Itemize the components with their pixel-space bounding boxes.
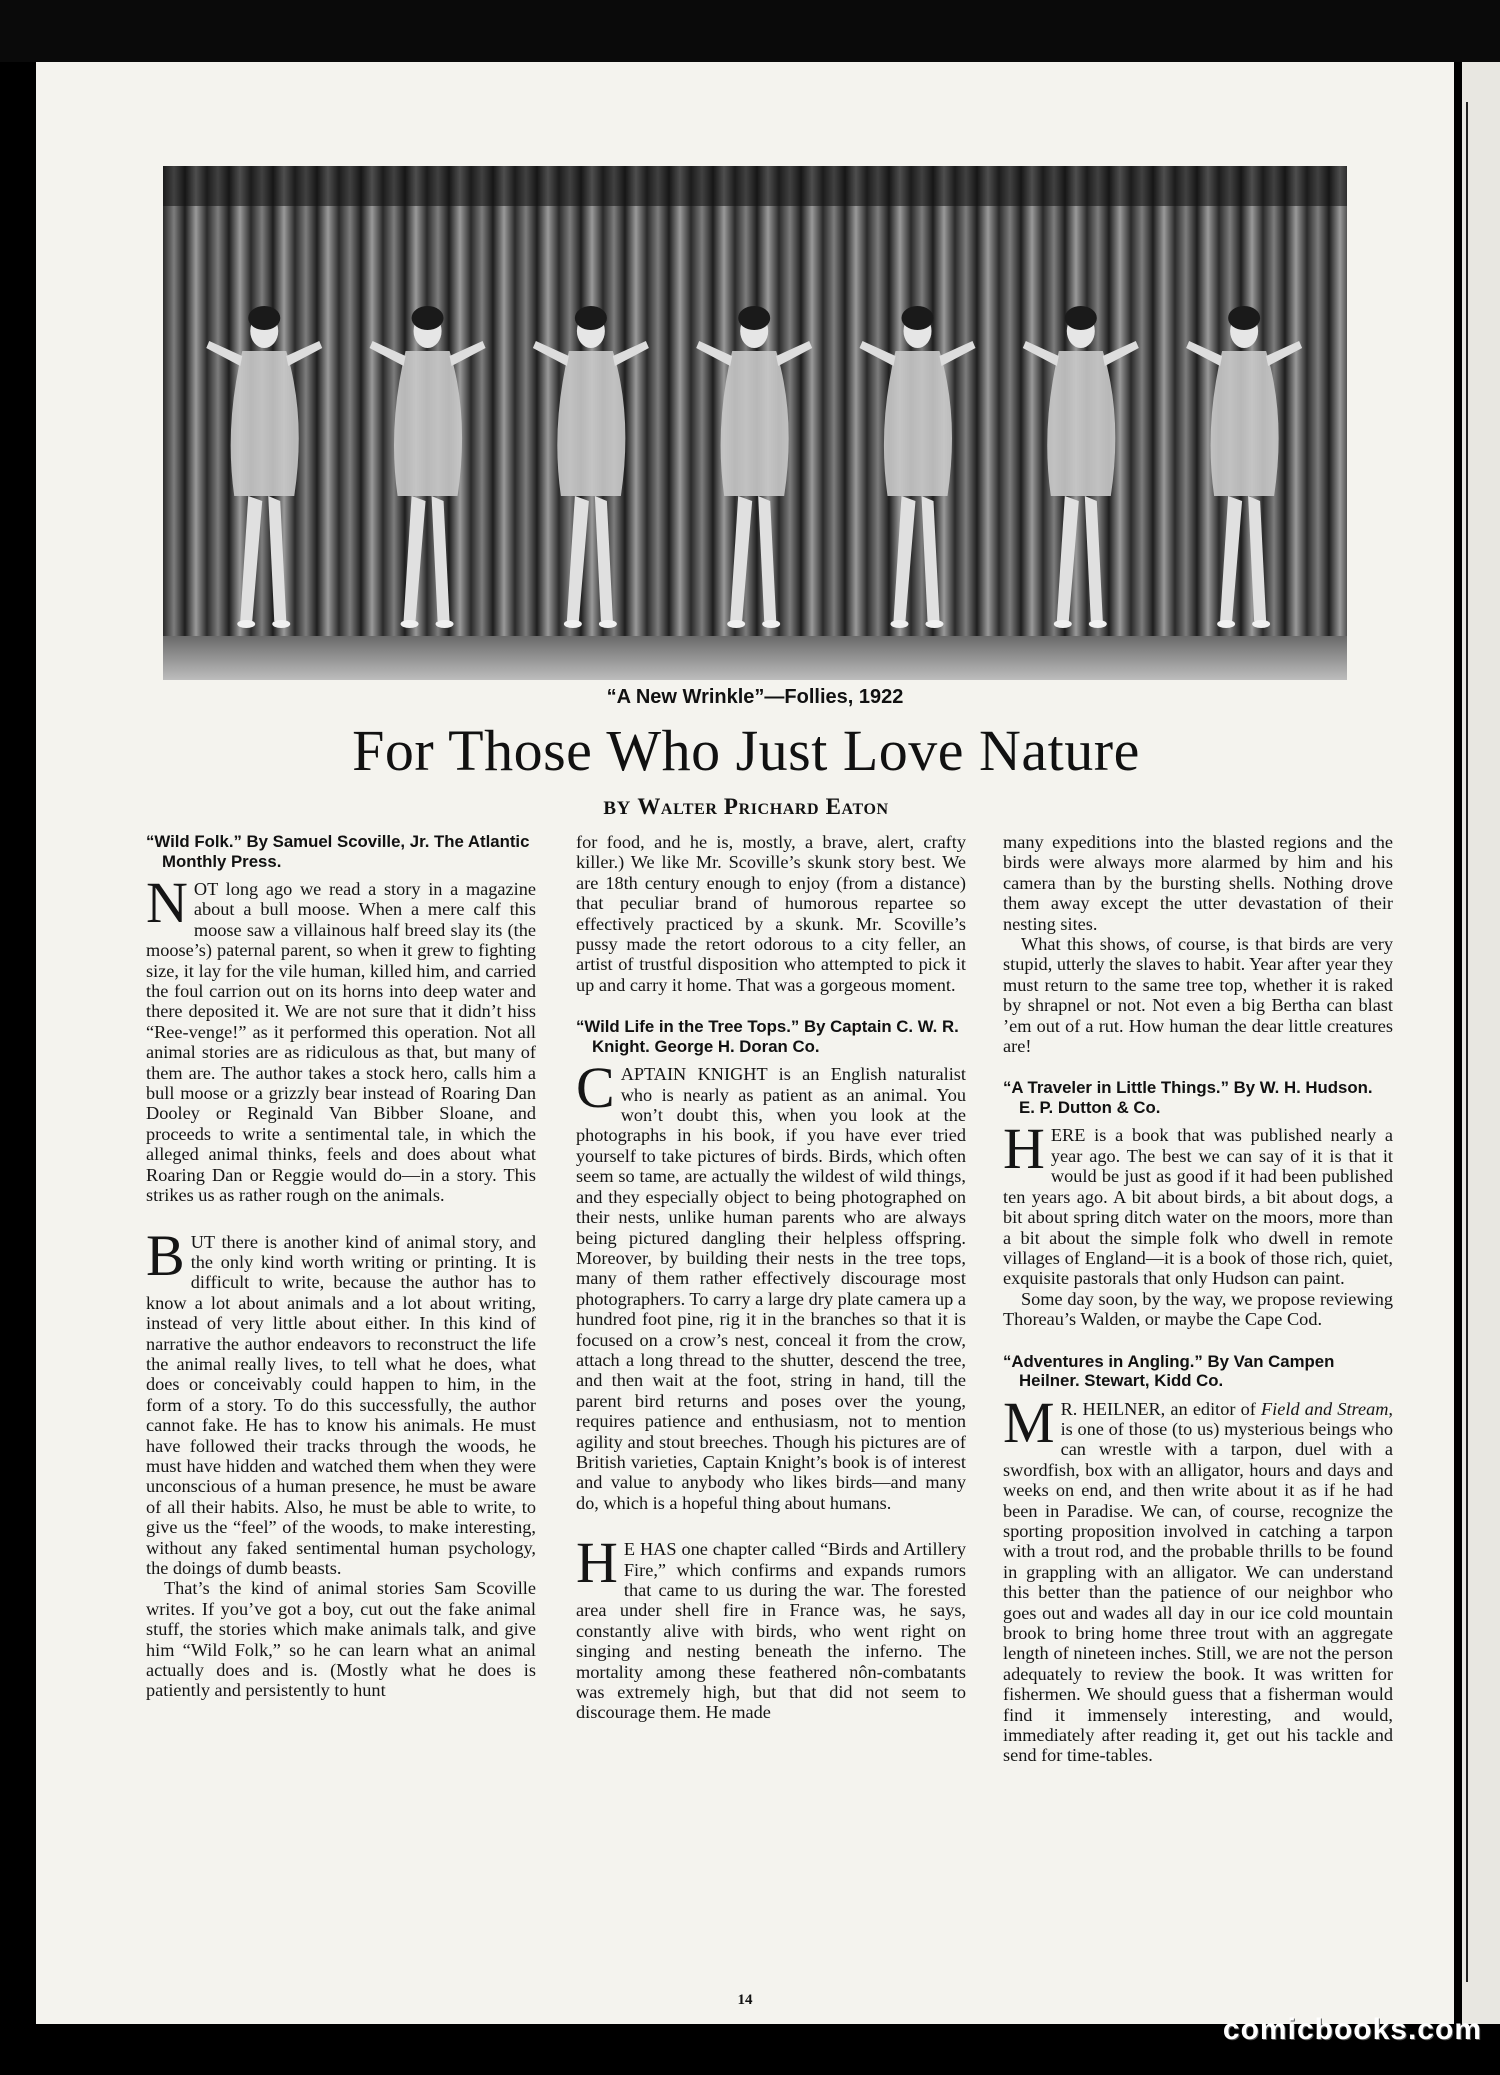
author-name: Walter Prichard Eaton	[637, 794, 889, 819]
paragraph-text: is one of those (to us) mysterious beings who can wrestle with a tarpon, duel with a swordfish, box with an alligator, hours and days and weeks on end, and then write about it as if he had been in Paradise. We can, of course, recognize the sporting proposition involved in catching a tarpon with a trout rod, and the probable thrills to be found in grappling with an alligator. We can understand this better than the patience of our neighbor who goes out and wades all day in our ice cold mountain brook to bring home three trout with an aggregate length of nineteen inches. Still, we are not the person adequately to review the book. It was written for fishermen. We should guess that a fisherman would find it immensely interesting, and would, immediately after reading it, get out his tackle and send for time-tables.	[1003, 1418, 1393, 1766]
text-column-1	[146, 832, 536, 1701]
paragraph	[576, 1055, 966, 1513]
article-title: For Those Who Just Love Nature	[352, 718, 1140, 783]
review-heading-tree-tops: “Wild Life in the Tree Tops.” By Captain C. W. R. Knight. George H. Doran Co.	[576, 1017, 959, 1056]
paragraph-text: UT there is another kind of animal story, and the only kind worth writing or printing. It is difficult to write, because the author has to know a lot about animals and a lot about writing, instead of very little about either. In this kind of narrative the author endeavors to reconstruct the life the animal really lives, to tell what he does, what does or conceivably could happen to him, in the form of a story. To do this successfully, the author cannot fake. He has to know his animals. He must have followed their tracks through the woods, he must have hidden and watched them when they were unconscious of a human presence, he must be aware of all their habits. Also, he must be able to write, to give us the “feel” of the woods, to make interesting, without any faked sentimental human psychology, the doings of dumb beasts.	[146, 1231, 536, 1578]
stage-photograph	[163, 166, 1347, 680]
paragraph-text: OT long ago we read a story in a magazine about a bull moose. When a mere calf this moose saw a villainous half breed slay its (the moose’s) paternal parent, so when it grew to fighting size, it lay for the vile human, killed him, and carried the foul carrion out on its horns into deep water and there deposited it. We are not sure that it didn’t hiss “Ree-venge!” as it performed this operation. Not all animal stories are as ridiculous as that, but many of them are. The author takes a stock hero, calls him a bull moose or a grizzly bear instead of Roaring Dan Dooley or Reginald Van Bibber Sloane, and proceeds to write a sentimental tale, in which the alleged animal thinks, feels and does about what Roaring Dan or Reggie would do—in a story. This strikes us as rather rough on the animals.	[146, 879, 536, 1206]
paragraph	[1003, 1389, 1393, 1766]
paragraph: What this shows, of course, is that birds are very stupid, utterly the slaves to habit. Year after year they must return to the same tree top, whether it is raked by shrapnel or not. Not even a big Bertha can blast ’em out of a rut. How human the dear little creatures are!	[1003, 934, 1393, 1057]
drop-cap: C	[576, 1055, 615, 1121]
paragraph-text: E HAS one chapter called “Birds and Artillery Fire,” which confirms and expands rumors that came to us during the war. The forested area under shell fire in France was, he says, constantly alive with birds, who went right on singing and nesting beneath the inferno. The mortality among these feathered nôn-combatants was extremely high, but that did not seem to discourage them. He made	[576, 1539, 966, 1723]
drop-cap: B	[146, 1222, 185, 1288]
drop-cap: N	[146, 870, 188, 935]
photo-caption: “A New Wrinkle”—Follies, 1922	[606, 686, 904, 708]
magazine-name: Field and Stream,	[1261, 1398, 1393, 1419]
magazine-page	[36, 62, 1454, 2024]
paragraph	[1003, 1116, 1393, 1289]
paragraph-text: R. HEILNER, an editor of	[1060, 1398, 1261, 1419]
page-number: 14	[737, 1992, 753, 2008]
paragraph	[146, 1222, 536, 1579]
paragraph: That’s the kind of animal stories Sam Scoville writes. If you’ve got a boy, cut out the fake animal stuff, the stories which make animals talk, and give him “Wild Folk,” so he can learn what an animal actually does and is. (Mostly what he does is patiently and persistently to hunt	[146, 1578, 536, 1701]
paragraph	[576, 1530, 966, 1723]
text-column-2	[576, 832, 966, 1723]
drop-cap: M	[1003, 1389, 1055, 1455]
paragraph-text: ERE is a book that was published nearly a year ago. The best we can say of it is that it would be just as good if it had been published ten years ago. A bit about birds, a bit about dogs, a bit about spring ditch water on the moors, more than a bit about the simple folk who dwell in remote villages of England—it is a book of those rich, quiet, exquisite pastorals that only Hudson can paint.	[1003, 1125, 1393, 1289]
paragraph: for food, and he is, mostly, a brave, alert, crafty killer.) We like Mr. Scoville’s skunk story best. We are 18th century enough to enjoy (from a distance) that peculiar brand of humorous repartee so effectively practiced by a skunk. Mr. Scoville’s pussy made the retort odorous to a city feller, an artist of trustful disposition who attempted to pick it up and carry it home. That was a gorgeous moment.	[576, 832, 966, 995]
review-heading-traveler: “A Traveler in Little Things.” By W. H. Hudson. E. P. Dutton & Co.	[1003, 1078, 1373, 1117]
adjacent-page-edge	[1462, 62, 1500, 2024]
paragraph: many expeditions into the blasted regions and the birds were always more alarmed by him and his camera than by the bursting shells. Nothing drove them away except the utter devastation of their nesting sites.	[1003, 832, 1393, 934]
review-heading-wild-folk: “Wild Folk.” By Samuel Scoville, Jr. The Atlantic Monthly Press.	[146, 832, 530, 871]
byline-prefix: BY	[603, 798, 631, 819]
paragraph: Some day soon, by the way, we propose reviewing Thoreau’s Walden, or maybe the Cape Cod.	[1003, 1288, 1393, 1330]
paragraph-text: APTAIN KNIGHT is an English naturalist who is nearly as patient as an animal. You won’t doubt this, when you look at the photographs in his book, if you have ever tried yourself to take pictures of birds. Birds, which often seem so tame, are actually the wildest of wild things, and they especially object to being photographed on their nests, unlike human parents who are always being pictured dangling their helpless offspring. Moreover, by building their nests in the tree tops, many of them rather effectively discourage most photographers. To carry a large dry plate camera up a hundred foot pine, rig it in the branches so that it is focused on a crow’s nest, conceal it from the crow, attach a long thread to the shutter, descend the tree, and then wait at the foot, string in hand, till the parent bird returns and poses over the young, requires patience and enthusiasm, not to mention agility and stout breeches. Though his pictures are of British varieties, Captain Knight’s book is of interest and value to anybody who likes birds—and many do, which is a hopeful thing about humans.	[576, 1064, 966, 1513]
curtain-stage-image	[163, 166, 1347, 680]
paragraph	[146, 870, 536, 1206]
watermark: comicbooks.com	[1222, 2013, 1482, 2046]
review-heading-angling: “Adventures in Angling.” By Van Campen Heilner. Stewart, Kidd Co.	[1003, 1351, 1335, 1391]
text-column-3	[1003, 832, 1393, 1766]
article-byline	[116, 794, 1376, 820]
drop-cap: H	[576, 1530, 618, 1596]
drop-cap: H	[1003, 1116, 1045, 1182]
scan-border	[0, 0, 1500, 62]
